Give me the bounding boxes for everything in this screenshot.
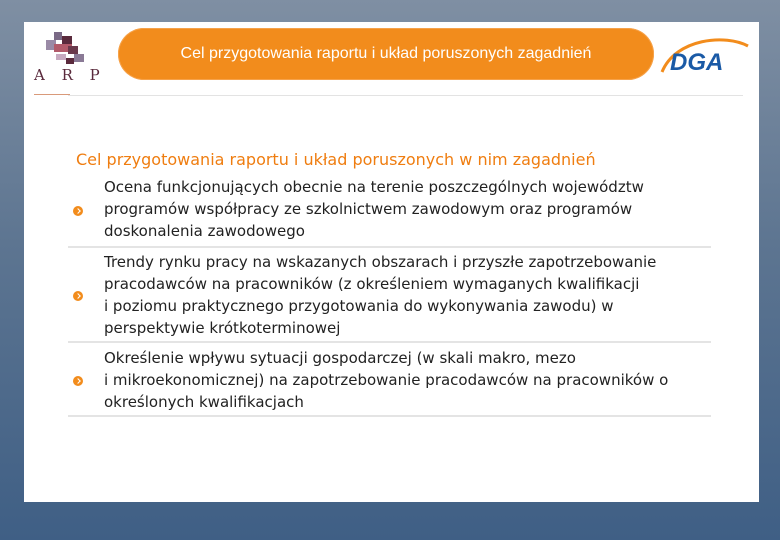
list-item-text: Ocena funkcjonujących obecnie na terenie poszczególnych województw programów współpracy ze szkolnictwem zawodowym oraz programów doskonalenia zawodowego — [104, 178, 644, 240]
slide — [24, 22, 759, 502]
arp-underline — [34, 94, 70, 95]
bullet-chevron-icon — [73, 291, 83, 301]
list-item — [68, 251, 711, 343]
dga-logo-icon — [656, 32, 752, 80]
arp-logo-icon — [32, 28, 112, 100]
slide-title — [118, 28, 654, 80]
bullet-chevron-icon — [73, 376, 83, 386]
list-item — [68, 347, 711, 417]
header-divider — [68, 95, 743, 96]
arp-logo-text: A R P — [34, 66, 106, 84]
dga-logo-text: DGA — [670, 49, 724, 76]
section-heading: Cel przygotowania raportu i układ poruszonych w nim zagadnień — [76, 150, 596, 169]
list-item-text: Określenie wpływu sytuacji gospodarczej (w skali makro, mezo i mikroekonomicznej) na zapotrzebowanie pracodawców na pracowników o określonych kwalifikacjach — [104, 349, 669, 411]
list-item-text: Trendy rynku pracy na wskazanych obszarach i przyszłe zapotrzebowanie pracodawców na pracowników (z określeniem wymaganych kwalifikacji i poziomu praktycznego przygotowania do wykonywania zawodu) w perspektywie krótkoterminowej — [104, 253, 657, 337]
slide-title-text: Cel przygotowania raportu i układ poruszonych zagadnień — [180, 45, 592, 62]
list-item — [68, 176, 711, 248]
bullet-chevron-icon — [73, 206, 83, 216]
